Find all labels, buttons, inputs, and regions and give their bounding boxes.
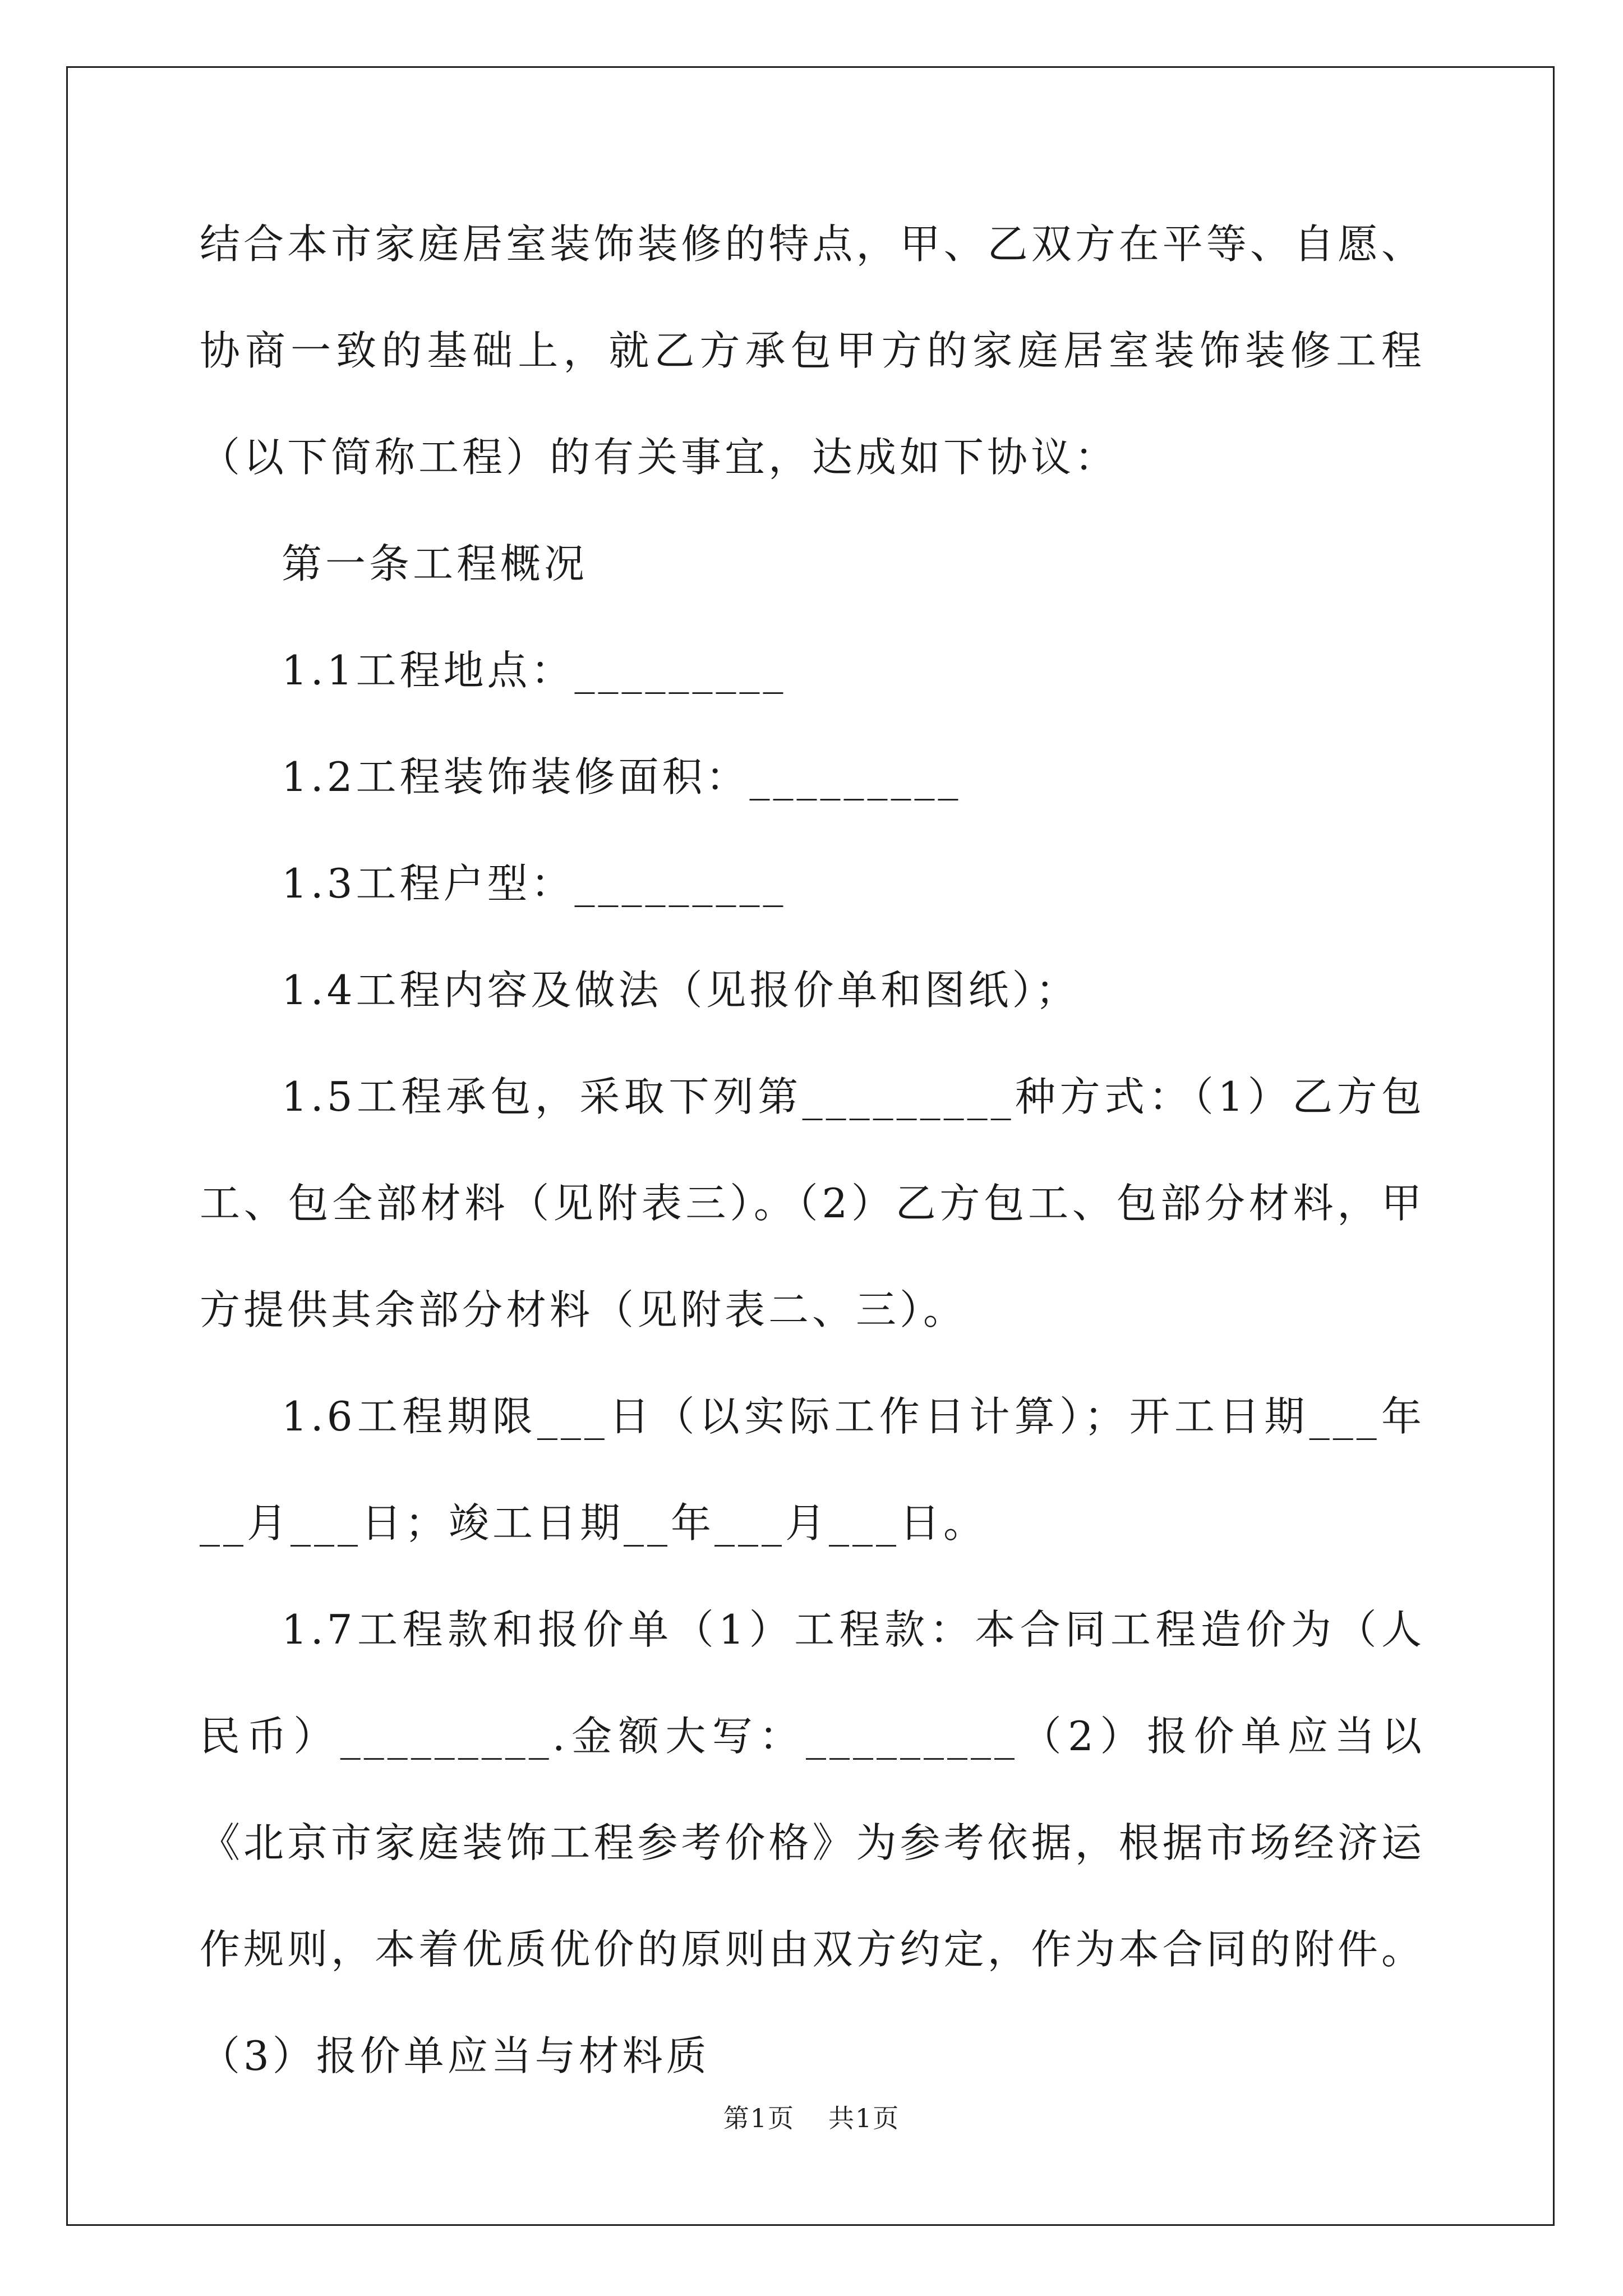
- clause-1-4: 1.4工程内容及做法（见报价单和图纸）；: [282, 967, 1080, 1014]
- paragraph-intro: 结合本市家庭居室装饰装修的特点，甲、乙双方在平等、自愿、协商一致的基础上，就乙方承包甲方的家庭居室装饰装修工程（以下简称工程）的有关事宜，达成如下协议：: [200, 220, 1425, 481]
- clause-1-3: 1.3工程户型：_________: [282, 860, 787, 907]
- section-heading-1: 第一条工程概况: [282, 540, 588, 587]
- page-number: 第1页: [723, 2103, 795, 2133]
- page-total: 共1页: [828, 2103, 900, 2133]
- page-footer: [0, 2098, 1623, 2135]
- clause-1-6: 1.6工程期限___日（以实际工作日计算）；开工日期___年__月___日；竣工日期__年___月___日。: [200, 1393, 1425, 1547]
- clause-1-2: 1.2工程装饰装修面积：_________: [282, 753, 962, 800]
- clause-1-1: 1.1工程地点：_________: [282, 647, 787, 694]
- clause-1-5: 1.5工程承包，采取下列第_________种方式：（1）乙方包工、包全部材料（见附表三）。（2）乙方包工、包部分材料，甲方提供其余部分材料（见附表二、三）。: [200, 1073, 1425, 1333]
- document-body: [200, 191, 1425, 2109]
- clause-1-7: 1.7工程款和报价单（1）工程款：本合同工程造价为（人民币）_________.金额大写：_________（2）报价单应当以《北京市家庭装饰工程参考价格》为参考依据，根据市场经济运作规则，本着优质优价的原则由双方约定，作为本合同的附件。（3）报价单应当与材料质: [200, 1606, 1425, 2079]
